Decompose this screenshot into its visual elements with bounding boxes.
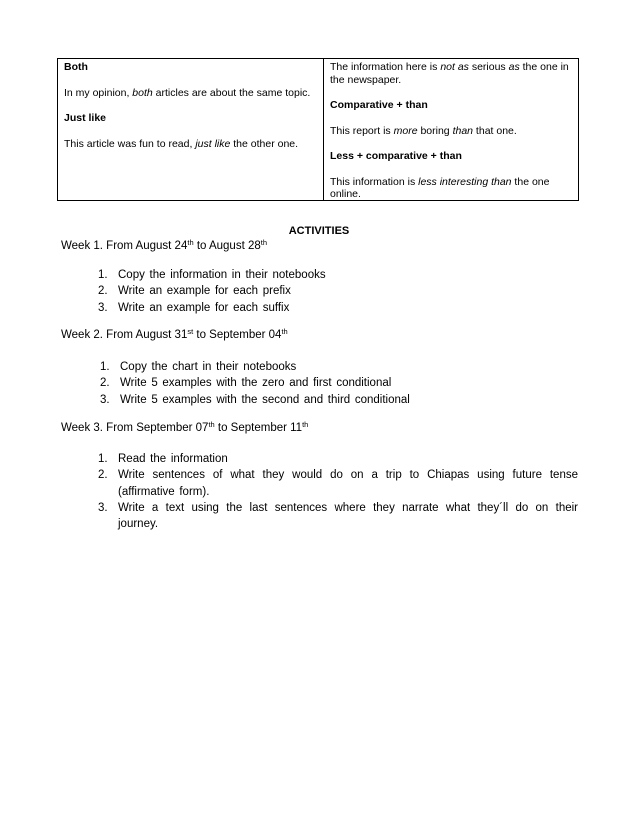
week-1-task-list bbox=[98, 267, 518, 316]
list-item: 2. Write sentences of what they would do on a trip to Chiapas using future tense (affirmative form). bbox=[98, 469, 578, 498]
list-item: 2. Write 5 examples with the zero and first conditional bbox=[100, 377, 392, 390]
justlike-heading: Just like bbox=[64, 112, 107, 124]
comparative-example: This report is more boring than that one. bbox=[330, 124, 517, 137]
week-3-task-list bbox=[98, 451, 578, 532]
table-cell-left bbox=[58, 59, 324, 201]
table-row bbox=[58, 59, 579, 201]
week-2-task-list bbox=[100, 359, 540, 408]
list-item: 3. Write a text using the last sentences where they narrate what they´ll do on their journey. bbox=[98, 501, 578, 531]
comparative-heading: Comparative + than bbox=[330, 99, 428, 111]
week-1-heading: Week 1. From August 24th to August 28th bbox=[61, 238, 268, 252]
less-example: This information is less interesting than the one online. bbox=[330, 175, 550, 200]
both-heading: Both bbox=[64, 61, 88, 73]
table-cell-right bbox=[324, 59, 579, 201]
less-heading: Less + comparative + than bbox=[330, 150, 462, 162]
list-item: 3. Write 5 examples with the second and third conditional bbox=[100, 393, 410, 406]
list-item: 1. Copy the information in their notebooks bbox=[98, 269, 326, 281]
week-2-heading: Week 2. From August 31st to September 04th bbox=[61, 327, 288, 341]
justlike-example: This article was fun to read, just like the other one. bbox=[64, 137, 299, 150]
activities-title: ACTIVITIES bbox=[288, 225, 350, 237]
list-item: 1. Read the information bbox=[98, 453, 228, 465]
week-3-heading: Week 3. From September 07th to September 11th bbox=[61, 420, 309, 434]
list-item: 3. Write an example for each suffix bbox=[98, 301, 290, 314]
list-item: 2. Write an example for each prefix bbox=[98, 285, 291, 298]
grammar-table bbox=[57, 58, 579, 201]
notas-example: The information here is not as serious as the one in the newspaper. bbox=[330, 61, 569, 86]
list-item: 1. Copy the chart in their notebooks bbox=[100, 361, 297, 373]
both-example: In my opinion, both articles are about the same topic. bbox=[64, 86, 311, 99]
